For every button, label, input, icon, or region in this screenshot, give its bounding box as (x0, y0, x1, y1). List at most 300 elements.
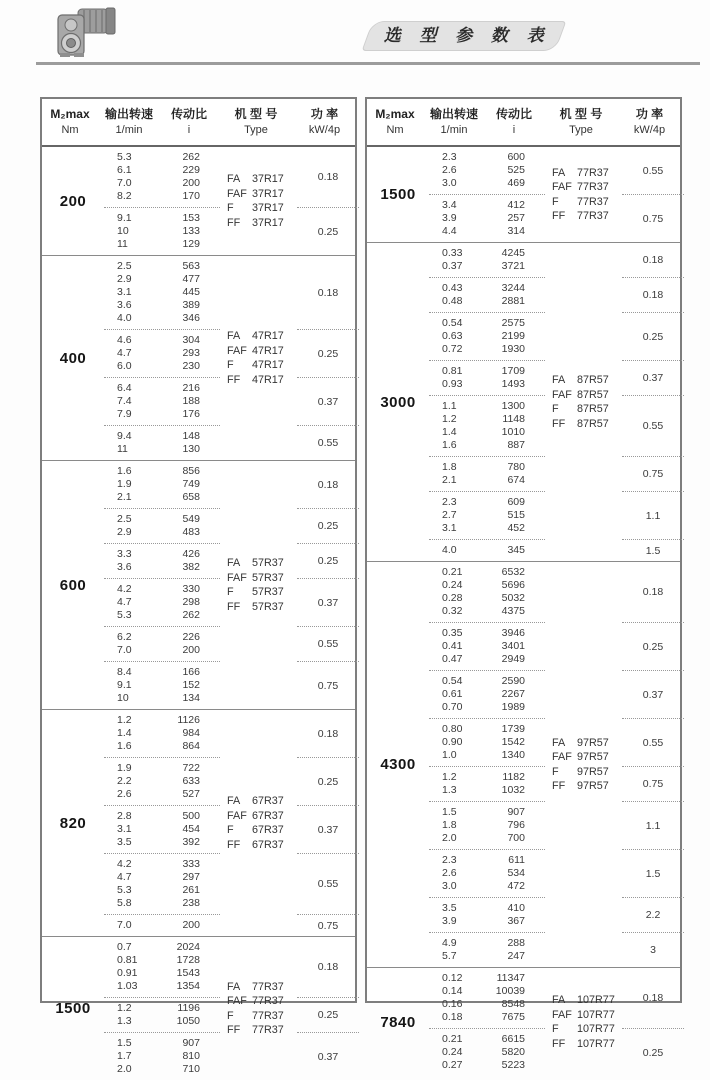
type-model-line (552, 195, 622, 210)
speed-value: 2.7 (442, 509, 457, 521)
type-model: 77R37 (252, 980, 284, 993)
power-value: 0.75 (642, 212, 664, 225)
power-value: 0.25 (317, 347, 339, 360)
power-value-cell (622, 968, 684, 1029)
ratio-value: 472 (507, 880, 525, 892)
ratio-value: 412 (507, 199, 525, 211)
type-model: 57R37 (252, 557, 284, 569)
ratio-value: 1010 (501, 426, 525, 438)
speed-column (429, 566, 494, 618)
power-value: 2.2 (645, 909, 661, 921)
ratio-value: 984 (182, 727, 200, 739)
speed-ratio-cell (429, 147, 545, 195)
type-prefix: FA (552, 994, 566, 1006)
speed-value: 5.8 (117, 897, 132, 909)
speed-value: 1.2 (442, 413, 457, 425)
ratio-value: 2024 (176, 941, 200, 953)
ratio-value: 8548 (501, 998, 525, 1010)
type-prefix: FF (227, 373, 241, 386)
type-prefix: FAF (227, 344, 247, 357)
type-prefix: FAF (227, 809, 247, 822)
ratio-column (494, 282, 545, 308)
speed-value: 5.3 (117, 884, 132, 896)
type-prefix: FA (552, 374, 566, 386)
speed-ratio-cell (104, 426, 220, 460)
speed-value: 2.8 (117, 810, 132, 822)
column-unit: Nm (61, 124, 79, 136)
type-cell (220, 172, 297, 230)
power-value: 0.25 (317, 225, 339, 238)
ratio-column (169, 583, 220, 622)
type-prefix: FAF (552, 1008, 572, 1021)
speed-column (429, 806, 494, 845)
speed-value: 5.7 (442, 950, 457, 962)
speed-ratio-cell (104, 147, 220, 208)
type-model-line (552, 765, 622, 780)
type-model: 67R37 (252, 795, 284, 807)
ratio-value: 170 (182, 190, 200, 202)
speed-value: 5.3 (117, 151, 132, 163)
column-header-torque (42, 107, 98, 137)
speed-value: 4.0 (442, 544, 457, 556)
ratio-column (494, 972, 545, 1024)
type-prefix: FF (552, 1037, 566, 1050)
power-value-cell (622, 361, 684, 396)
ratio-value: 238 (182, 897, 200, 909)
ratio-value: 6615 (501, 1033, 525, 1045)
speed-column (429, 937, 494, 963)
type-model: 37R17 (252, 187, 284, 200)
power-value: 1.1 (645, 509, 661, 522)
ratio-value: 1196 (177, 1002, 200, 1014)
type-model: 67R37 (252, 838, 284, 851)
speed-column (104, 714, 169, 753)
speed-value: 3.3 (117, 548, 132, 560)
speed-value: 0.81 (117, 954, 138, 966)
type-model: 67R37 (252, 824, 284, 836)
power-value-cell (622, 492, 684, 540)
speed-value: 1.8 (442, 461, 457, 473)
ratio-column (494, 566, 545, 618)
ratio-value: 382 (182, 561, 200, 573)
ratio-value: 2949 (501, 653, 525, 665)
speed-value: 2.6 (117, 788, 132, 800)
speed-value: 10 (117, 225, 129, 237)
ratio-value: 229 (182, 164, 200, 176)
power-value: 0.18 (642, 992, 664, 1004)
speed-value: 1.6 (117, 740, 132, 752)
type-prefix: F (227, 1009, 234, 1022)
ratio-value: 810 (182, 1050, 200, 1062)
type-model-line (552, 993, 622, 1008)
speed-column (104, 260, 169, 325)
speed-column (429, 365, 494, 391)
type-model: 67R37 (252, 809, 284, 822)
speed-value: 0.35 (442, 627, 463, 639)
type-prefix: FA (227, 557, 241, 569)
ratio-value: 796 (507, 819, 525, 831)
ratio-value: 3401 (501, 640, 525, 652)
speed-value: 2.6 (442, 164, 457, 176)
speed-value: 2.0 (442, 832, 457, 844)
type-model-line (227, 571, 297, 586)
type-cell (545, 993, 622, 1051)
ratio-value: 11347 (496, 972, 525, 984)
speed-column (429, 400, 494, 452)
type-model: 77R37 (577, 181, 609, 193)
ratio-value: 5223 (501, 1059, 525, 1071)
speed-value: 1.1 (442, 400, 457, 412)
speed-value: 0.43 (442, 282, 463, 294)
power-value: 0.25 (642, 1046, 664, 1059)
ratio-value: 907 (182, 1037, 200, 1049)
ratio-value: 700 (507, 832, 525, 844)
speed-value: 4.9 (442, 937, 457, 949)
column-unit: kW/4p (308, 124, 341, 136)
ratio-value: 452 (507, 522, 525, 534)
power-value: 0.18 (317, 961, 339, 973)
speed-column (104, 465, 169, 504)
speed-value: 0.47 (442, 653, 463, 665)
ratio-column (494, 854, 545, 893)
column-label: M₂max (50, 107, 90, 121)
speed-value: 9.1 (117, 212, 132, 224)
speed-value: 9.1 (117, 679, 132, 691)
ratio-value: 1989 (501, 701, 525, 713)
column-label: 功 率 (310, 107, 339, 121)
speed-column (429, 544, 494, 557)
ratio-value: 600 (507, 151, 525, 163)
power-value-cell (297, 710, 359, 758)
ratio-column (494, 675, 545, 714)
ratio-value: 5696 (501, 579, 525, 591)
type-prefix: FAF (227, 571, 247, 584)
column-header-speed (423, 107, 485, 137)
speed-value: 3.6 (117, 299, 132, 311)
torque-value: 3000 (380, 393, 416, 411)
torque-group-600 (42, 460, 355, 709)
column-label: 功 率 (635, 107, 664, 121)
power-value-cell (297, 544, 359, 579)
type-model-line (552, 779, 622, 794)
power-value: 0.37 (317, 823, 339, 836)
power-value-cell (622, 313, 684, 361)
power-value-cell (622, 396, 684, 457)
speed-value: 3.5 (442, 902, 457, 914)
power-value-cell (297, 579, 359, 627)
power-value: 0.25 (317, 520, 339, 532)
column-unit: Type (569, 124, 593, 136)
speed-value: 11 (117, 238, 128, 250)
ratio-value: 445 (182, 286, 200, 298)
ratio-column (169, 919, 220, 932)
speed-value: 3.6 (117, 561, 132, 573)
speed-value: 4.7 (117, 347, 132, 359)
type-prefix: F (552, 765, 559, 778)
power-value: 0.18 (317, 478, 339, 491)
power-value: 0.75 (317, 679, 339, 692)
torque-value: 400 (59, 349, 87, 367)
ratio-value: 176 (182, 408, 200, 420)
type-prefix: F (552, 403, 559, 415)
power-value: 0.55 (317, 878, 339, 890)
type-model-line (227, 373, 297, 388)
speed-value: 1.9 (117, 478, 132, 490)
type-prefix: F (227, 586, 234, 598)
speed-value: 0.54 (442, 675, 463, 687)
type-prefix: FF (227, 838, 241, 851)
speed-value: 0.72 (442, 343, 463, 355)
gearmotor-photo (54, 3, 118, 59)
ratio-value: 3244 (501, 282, 525, 294)
ratio-value: 200 (182, 919, 200, 931)
speed-value: 0.63 (442, 330, 463, 342)
torque-value: 1500 (380, 186, 416, 203)
type-cell (545, 373, 622, 431)
speed-value: 1.3 (117, 1015, 132, 1027)
speed-value: 7.0 (117, 177, 132, 189)
ratio-value: 7675 (501, 1011, 525, 1023)
type-model: 57R37 (252, 571, 284, 584)
torque-value: 4300 (380, 756, 416, 773)
power-value-cell (622, 562, 684, 623)
speed-value: 2.6 (442, 867, 457, 879)
speed-ratio-cell (429, 540, 545, 561)
type-model: 97R57 (577, 780, 609, 792)
power-value: 0.75 (642, 468, 664, 480)
type-model: 97R57 (577, 736, 609, 749)
ratio-value: 527 (182, 788, 200, 800)
speed-value: 2.3 (442, 151, 457, 163)
column-label: 机 型 号 (234, 107, 278, 121)
type-model-line (552, 388, 622, 403)
type-model: 47R17 (252, 344, 284, 357)
speed-column (429, 771, 494, 797)
power-value-cell (297, 937, 359, 998)
power-value: 0.37 (642, 372, 664, 384)
column-label: 机 型 号 (559, 107, 603, 121)
speed-value: 1.7 (117, 1050, 132, 1062)
type-model: 77R37 (577, 210, 609, 222)
ratio-value: 261 (182, 884, 200, 896)
speed-column (104, 1037, 169, 1076)
speed-ratio-cell (429, 313, 545, 361)
ratio-value: 304 (182, 334, 200, 346)
speed-value: 10 (117, 692, 129, 704)
speed-column (104, 666, 169, 705)
speed-value: 1.5 (442, 806, 457, 818)
column-header-ratio (160, 107, 218, 137)
speed-ratio-cell (429, 492, 545, 540)
column-header-speed (98, 107, 160, 137)
type-model-line (227, 600, 297, 615)
ratio-value: 722 (182, 762, 200, 774)
speed-column (104, 513, 169, 539)
power-value-cell (622, 1029, 684, 1076)
speed-value: 1.9 (117, 762, 132, 774)
speed-value: 4.0 (117, 312, 132, 324)
power-value: 0.18 (642, 586, 664, 598)
speed-ratio-cell (104, 579, 220, 627)
ratio-value: 483 (182, 526, 200, 538)
ratio-value: 288 (507, 937, 525, 949)
speed-value: 0.24 (442, 1046, 463, 1058)
type-prefix: F (552, 195, 559, 208)
speed-column (429, 151, 494, 190)
power-value: 3 (650, 944, 656, 956)
power-value: 0.18 (317, 171, 339, 183)
speed-column (429, 902, 494, 928)
speed-value: 0.41 (442, 640, 463, 652)
ratio-value: 333 (182, 858, 200, 870)
power-value: 0.37 (642, 688, 664, 701)
speed-value: 0.32 (442, 605, 463, 617)
power-value-cell (297, 461, 359, 509)
power-value-cell (297, 426, 359, 460)
ratio-value: 887 (507, 439, 525, 451)
column-unit: 1/min (440, 124, 468, 136)
ratio-column (494, 247, 545, 273)
power-value: 0.55 (317, 638, 339, 650)
power-value: 0.18 (317, 727, 339, 740)
ratio-column (169, 810, 220, 849)
type-model-line (227, 994, 297, 1009)
speed-ratio-cell (429, 1029, 545, 1076)
speed-ratio-cell (104, 662, 220, 709)
speed-ratio-cell (429, 802, 545, 850)
column-unit: i (512, 124, 516, 136)
type-prefix: FA (227, 980, 241, 993)
ratio-value: 293 (182, 347, 200, 359)
ratio-value: 367 (507, 915, 525, 927)
ratio-column (169, 1002, 220, 1028)
speed-value: 3.0 (442, 177, 457, 189)
ratio-value: 1148 (502, 413, 525, 425)
type-prefix: FAF (552, 181, 572, 193)
ratio-column (494, 365, 545, 391)
speed-column (429, 317, 494, 356)
power-value: 0.55 (317, 437, 339, 449)
ratio-value: 1300 (501, 400, 525, 412)
ratio-value: 611 (508, 854, 525, 866)
speed-value: 3.1 (117, 823, 132, 835)
speed-value: 0.37 (442, 260, 463, 272)
speed-column (104, 941, 169, 993)
speed-value: 0.93 (442, 378, 463, 390)
ratio-value: 262 (182, 151, 200, 163)
type-model: 87R57 (577, 403, 609, 415)
type-prefix: FAF (227, 187, 247, 200)
speed-value: 1.4 (117, 727, 132, 739)
speed-column (429, 282, 494, 308)
ratio-column (494, 902, 545, 928)
power-value: 0.25 (642, 640, 664, 653)
ratio-value: 5032 (501, 592, 525, 604)
ratio-value: 1728 (176, 954, 200, 966)
type-model-line (552, 1037, 622, 1052)
type-model: 87R57 (577, 374, 609, 386)
column-unit: Type (244, 124, 268, 136)
power-value-cell (297, 1033, 359, 1080)
type-model: 37R17 (252, 202, 284, 214)
power-value-cell (622, 933, 684, 967)
speed-value: 8.4 (117, 666, 132, 678)
ratio-value: 188 (182, 395, 200, 407)
speed-value: 0.14 (442, 985, 463, 997)
ratio-value: 216 (182, 382, 200, 394)
speed-value: 0.80 (442, 723, 463, 735)
speed-ratio-cell (429, 850, 545, 898)
type-model: 97R57 (577, 765, 609, 778)
ratio-value: 10039 (495, 985, 525, 997)
torque-group-3000 (367, 242, 680, 561)
speed-value: 0.90 (442, 736, 463, 748)
ratio-column (169, 151, 220, 203)
type-cell (220, 329, 297, 387)
ratio-column (494, 544, 545, 557)
speed-value: 3.1 (442, 522, 457, 534)
power-value-cell (297, 378, 359, 426)
speed-ratio-cell (104, 915, 220, 936)
speed-value: 2.3 (442, 496, 457, 508)
speed-ratio-cell (429, 898, 545, 933)
speed-value: 6.0 (117, 360, 132, 372)
speed-value: 2.1 (117, 491, 132, 503)
power-value-cell (297, 998, 359, 1033)
torque-group-1500 (367, 147, 680, 242)
ratio-column (169, 260, 220, 325)
type-prefix: FA (227, 173, 241, 185)
type-model: 77R37 (252, 1009, 284, 1022)
type-prefix: FF (227, 1024, 241, 1036)
power-value-cell (297, 509, 359, 544)
type-model-line (552, 750, 622, 765)
ratio-column (494, 1033, 545, 1072)
type-model-line (227, 187, 297, 202)
speed-column (429, 496, 494, 535)
type-model-line (227, 358, 297, 373)
type-model-line (227, 344, 297, 359)
speed-value: 6.2 (117, 631, 132, 643)
power-value-cell (622, 898, 684, 933)
column-header-type (543, 107, 619, 137)
speed-column (429, 972, 494, 1024)
ratio-column (169, 334, 220, 373)
speed-ratio-cell (104, 509, 220, 544)
type-prefix: F (227, 359, 234, 371)
column-header-type (218, 107, 294, 137)
power-value-cell (297, 147, 359, 208)
speed-value: 4.7 (117, 596, 132, 608)
speed-value: 4.7 (117, 871, 132, 883)
speed-value: 3.5 (117, 836, 132, 848)
speed-ratio-cell (104, 627, 220, 662)
power-value: 0.25 (642, 330, 664, 343)
power-value-cell (622, 802, 684, 850)
ratio-value: 133 (182, 225, 200, 237)
type-model: 97R57 (577, 751, 609, 763)
ratio-column (169, 762, 220, 801)
column-unit: i (187, 124, 191, 136)
speed-value: 9.4 (117, 430, 132, 442)
power-value-cell (622, 623, 684, 671)
ratio-value: 200 (182, 177, 200, 189)
power-value-cell (297, 854, 359, 915)
speed-ratio-cell (104, 806, 220, 854)
column-label: 输出转速 (104, 107, 153, 121)
ratio-value: 297 (182, 871, 200, 883)
ratio-column (494, 317, 545, 356)
